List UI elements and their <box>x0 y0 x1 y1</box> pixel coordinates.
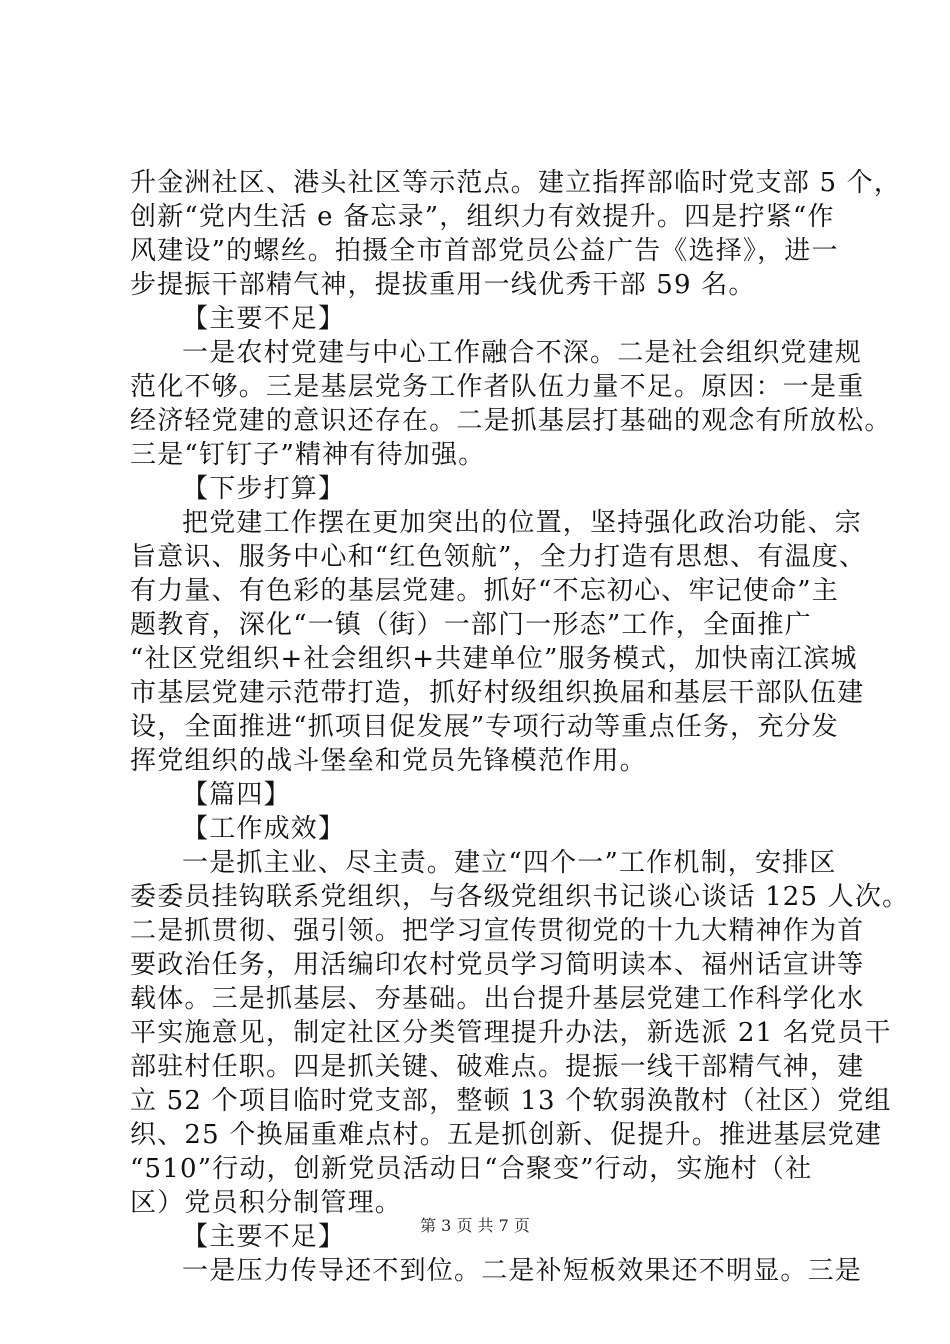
text-line: 设，全面推进“抓项目促发展”专项行动等重点任务，充分发 <box>130 712 839 742</box>
text-line: 题教育，深化“一镇（街）一部门一形态”工作，全面推广 <box>130 610 812 640</box>
text-line: 区）党员积分制管理。 <box>130 1188 403 1218</box>
text-line: 市基层党建示范带打造，抓好村级组织换届和基层干部队伍建 <box>130 678 865 708</box>
text-line: 二是抓贯彻、强引领。把学习宣传贯彻党的十九大精神作为首 <box>130 916 865 946</box>
page-footer: 第 3 页 共 7 页 <box>420 1216 530 1235</box>
text-line: 一是压力传导还不到位。二是补短板效果还不明显。三是 <box>182 1256 863 1286</box>
text-line: 有力量、有色彩的基层党建。抓好“不忘初心、牢记使命”主 <box>130 576 839 606</box>
text-line: 风建设”的螺丝。拍摄全市首部党员公益广告《选择》，进一 <box>130 236 839 266</box>
text-line: “510”行动，创新党员活动日“合聚变”行动，实施村（社 <box>130 1154 813 1184</box>
text-line: 步提振干部精气神，提拔重用一线优秀干部 59 名。 <box>130 270 756 300</box>
text-line: 旨意识、服务中心和“红色领航”，全力打造有思想、有温度、 <box>130 542 867 572</box>
text-line: 织、25 个换届重难点村。五是抓创新、促提升。推进基层党建 <box>130 1120 883 1150</box>
text-line: 一是抓主业、尽主责。建立“四个一”工作机制，安排区 <box>182 848 837 878</box>
text-line: 把党建工作摆在更加突出的位置，坚持强化政治功能、宗 <box>182 508 863 538</box>
text-line: 一是农村党建与中心工作融合不深。二是社会组织党建规 <box>182 338 863 368</box>
text-line: 部驻村任职。四是抓关键、破难点。提振一线干部精气神，建 <box>130 1052 865 1082</box>
text-line: 范化不够。三是基层党务工作者队伍力量不足。原因：一是重 <box>130 372 865 402</box>
text-line: 载体。三是抓基层、夯基础。出台提升基层党建工作科学化水 <box>130 984 865 1014</box>
text-line: 平实施意见，制定社区分类管理提升办法，新选派 21 名党员干 <box>130 1018 892 1048</box>
text-line: 立 52 个项目临时党支部，整顿 13 个软弱涣散村（社区）党组 <box>130 1086 892 1116</box>
section-heading: 【主要不足】 <box>182 1222 346 1252</box>
text-line: 委委员挂钩联系党组织，与各级党组织书记谈心谈话 125 人次。 <box>130 882 910 912</box>
text-line: 升金洲社区、港头社区等示范点。建立指挥部临时党支部 5 个， <box>130 168 902 198</box>
text-line: 三是“钉钉子”精神有待加强。 <box>130 440 486 470</box>
document-body <box>130 166 910 1288</box>
section-heading: 【篇四】 <box>182 780 291 810</box>
text-line: 挥党组织的战斗堡垒和党员先锋模范作用。 <box>130 746 647 776</box>
section-heading: 【下步打算】 <box>182 474 346 504</box>
text-line: 要政治任务，用活编印农村党员学习简明读本、福州话宣讲等 <box>130 950 865 980</box>
text-line: “社区党组织+社会组织+共建单位”服务模式，加快南江滨城 <box>130 644 858 674</box>
section-heading: 【工作成效】 <box>182 814 346 844</box>
section-heading: 【主要不足】 <box>182 304 346 334</box>
text-line: 创新“党内生活 e 备忘录”，组织力有效提升。四是拧紧“作 <box>130 202 835 232</box>
text-line: 经济轻党建的意识还存在。二是抓基层打基础的观念有所放松。 <box>130 406 892 436</box>
